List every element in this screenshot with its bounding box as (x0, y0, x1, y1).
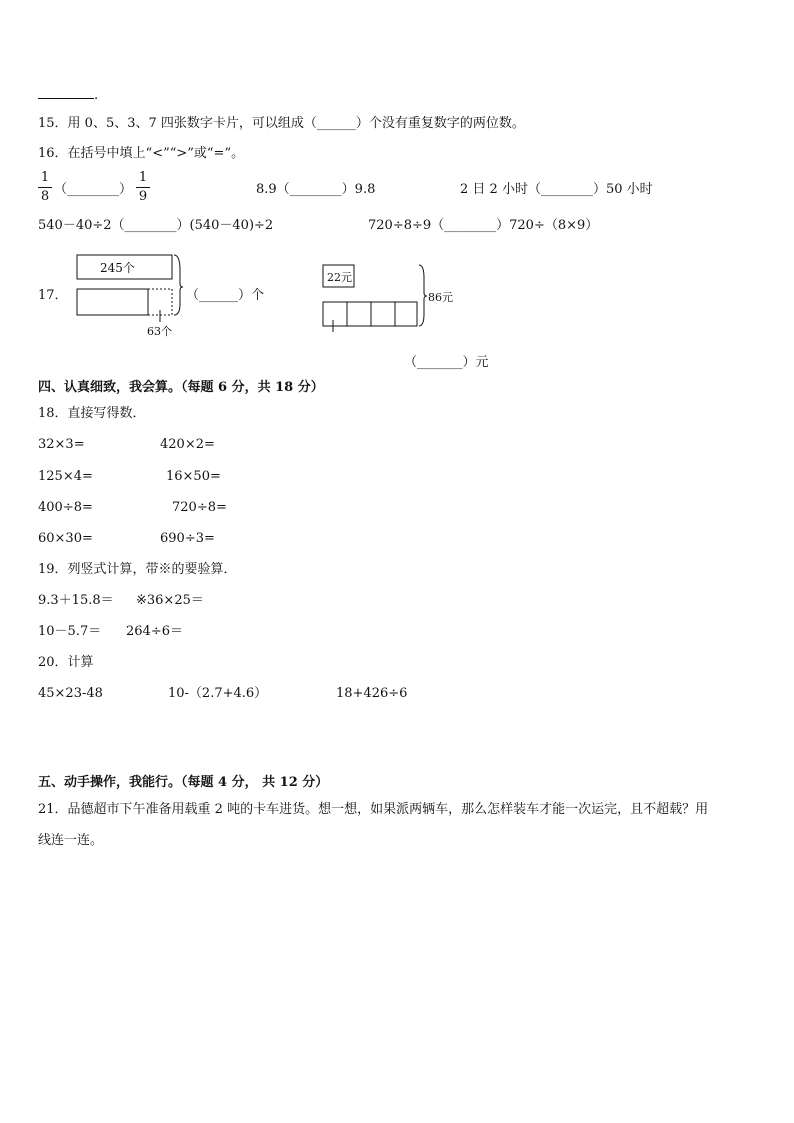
q18-r1-c1: 32×3= (38, 437, 85, 452)
q17-answer-1: （______）个 (186, 288, 265, 303)
q17-answer-2: （_______）元 (404, 355, 489, 370)
q19-r2-c1: 10－5.7＝ (38, 624, 102, 639)
question-19-stem: 19．列竖式计算，带※的要验算． (38, 562, 237, 577)
q16-item-5: 720÷8÷9（________）720÷（8×9） (368, 218, 599, 233)
q18-r1-c2: 420×2= (160, 437, 215, 452)
question-21-line-1: 21．品德超市下午准备用载重 2 吨的卡车进货。想一想，如果派两辆车，那么怎样装车才能一次运完，且不超载？用 (38, 802, 709, 817)
box-lower-solid (77, 289, 148, 315)
diagram-86-yuan (318, 260, 468, 340)
segment-4 (395, 302, 417, 326)
section-5-heading: 五、动手操作，我能行。（每题 4 分， 共 12 分） (38, 775, 329, 790)
brace-left-diagram (174, 255, 183, 315)
top-answer-line (38, 86, 98, 104)
segment-1 (323, 302, 347, 326)
fraction-one-eighth: 1 8 (38, 170, 52, 205)
label-22: 22元 (327, 271, 352, 284)
q19-r1-c2: ※36×25＝ (136, 593, 204, 608)
label-245: 245个 (100, 261, 135, 275)
q16-item-3: 2 日 2 小时（________）50 小时 (460, 182, 653, 197)
q16-item-4: 540－40÷2（________）(540－40)÷2 (38, 218, 274, 233)
label-63: 63个 (147, 325, 172, 338)
q20-item-2: 10-（2.7+4.6） (168, 686, 268, 701)
q20-item-3: 18+426÷6 (336, 686, 408, 701)
question-18-stem: 18．直接写得数． (38, 406, 146, 421)
segment-2 (347, 302, 371, 326)
q18-r2-c2: 16×50= (166, 469, 221, 484)
answer-blank (38, 86, 94, 99)
fraction-one-ninth: 1 9 (136, 170, 150, 205)
label-86: 86元 (428, 291, 453, 304)
q18-r4-c1: 60×30= (38, 531, 93, 546)
q19-r1-c1: 9.3＋15.8＝ (38, 593, 114, 608)
q18-r2-c1: 125×4= (38, 469, 93, 484)
segment-3 (371, 302, 395, 326)
q18-r4-c2: 690÷3= (160, 531, 215, 546)
period: . (94, 88, 99, 103)
q16-paren-1: （________） (54, 182, 133, 197)
q16-item-2: 8.9（________）9.8 (256, 182, 376, 197)
question-17-label: 17． (38, 288, 68, 303)
question-15: 15．用 0、5、3、7 四张数字卡片，可以组成（______）个没有重复数字的两位数。 (38, 116, 525, 131)
question-16-stem: 16．在括号中填上“<”“>”或“=”。 (38, 146, 245, 161)
question-21-line-2: 线连一连。 (38, 833, 104, 848)
q20-item-1: 45×23-48 (38, 686, 103, 701)
brace-right-diagram (419, 265, 427, 326)
q19-r2-c2: 264÷6＝ (126, 624, 183, 639)
q18-r3-c1: 400÷8= (38, 500, 93, 515)
question-20-stem: 20．计算 (38, 655, 94, 670)
q18-r3-c2: 720÷8= (172, 500, 227, 515)
section-4-heading: 四、认真细致，我会算。（每题 6 分，共 18 分） (38, 380, 324, 395)
diagram-245-items (70, 250, 190, 340)
